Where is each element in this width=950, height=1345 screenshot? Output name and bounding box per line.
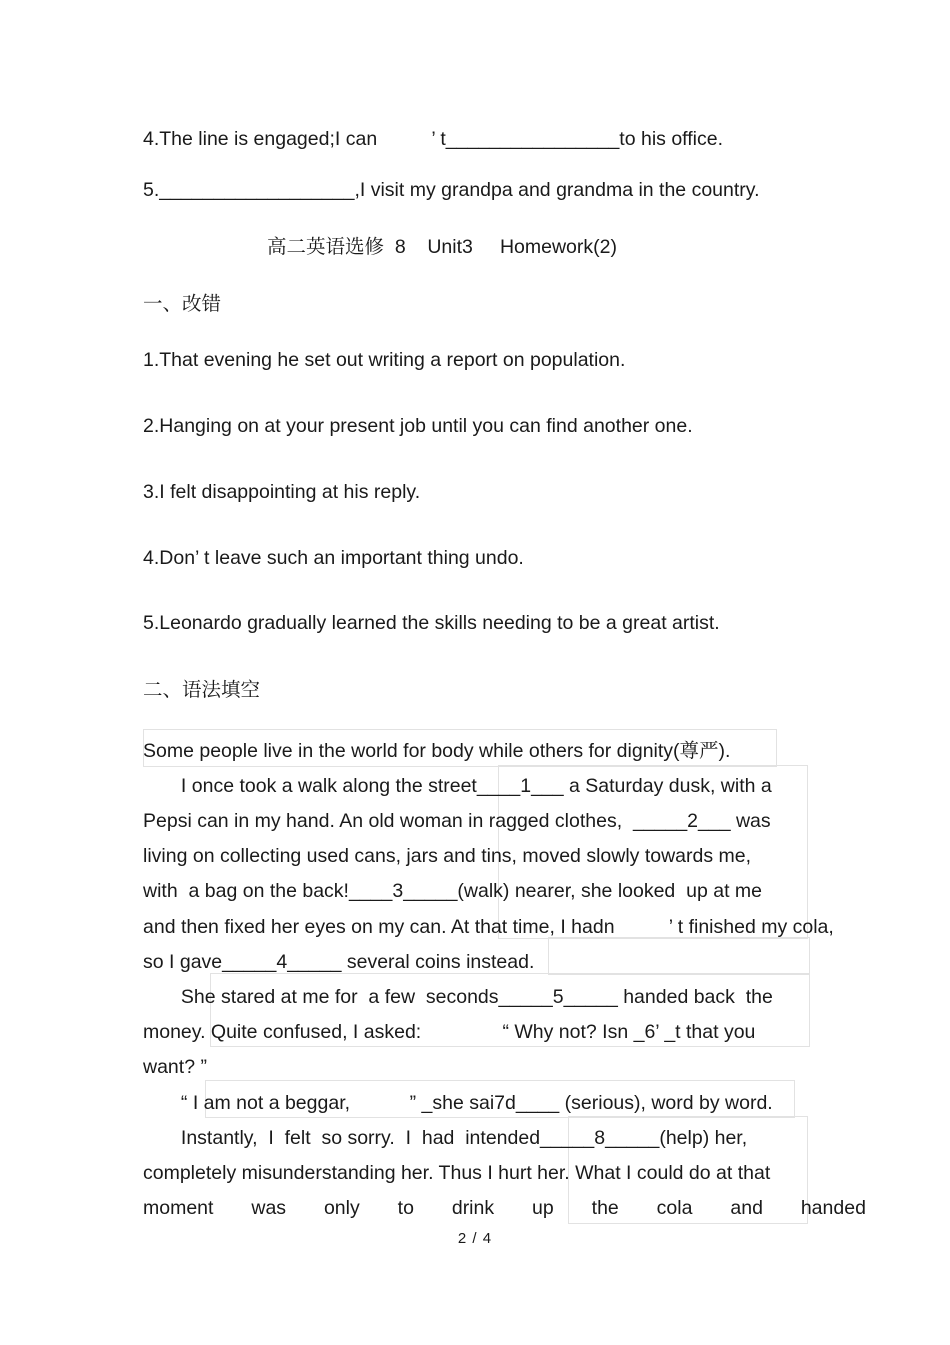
exercise-line-5: 5.__________________,I visit my grandpa and grandma in the country. xyxy=(143,179,760,201)
section-heading-correction: 一、改错 xyxy=(143,293,222,315)
passage-line: Pepsi can in my hand. An old woman in ragged clothes, _____2___ was xyxy=(143,810,771,832)
correction-item: 4.Don’ t leave such an important thing undo. xyxy=(143,547,524,569)
scan-box xyxy=(548,937,810,975)
passage-line: I once took a walk along the street____1___ a Saturday dusk, with a xyxy=(143,775,772,797)
page-title: 高二英语选修 8 Unit3 Homework(2) xyxy=(267,236,617,258)
passage-line: completely misunderstanding her. Thus I hurt her. What I could do at that xyxy=(143,1162,771,1184)
passage-line: and then fixed her eyes on my can. At that time, I hadn ’ t finished my cola, xyxy=(143,916,834,938)
passage-line: She stared at me for a few seconds_____5_____ handed back the xyxy=(143,986,773,1008)
passage-line: living on collecting used cans, jars and tins, moved slowly towards me, xyxy=(143,845,752,867)
correction-item: 1.That evening he set out writing a report on population. xyxy=(143,349,626,371)
passage-line: with a bag on the back!____3_____(walk) nearer, she looked up at me xyxy=(143,880,762,902)
exercise-line-4: 4.The line is engaged;I can ’ t________________to his office. xyxy=(143,128,724,150)
passage-line: moment was only to drink up the cola and handed xyxy=(143,1197,866,1219)
passage-line: so I gave_____4_____ several coins instead. xyxy=(143,951,535,973)
section-heading-grammar: 二、语法填空 xyxy=(143,679,261,701)
correction-item: 3.I felt disappointing at his reply. xyxy=(143,481,421,503)
passage-line: “ I am not a beggar, ” _she sai7d____ (serious), word by word. xyxy=(143,1092,773,1114)
correction-item: 5.Leonardo gradually learned the skills needing to be a great artist. xyxy=(143,612,720,634)
passage-line: money. Quite confused, I asked: “ Why not? Isn _6’ _t that you xyxy=(143,1021,756,1043)
passage-line: Instantly, I felt so sorry. I had intended_____8_____(help) her, xyxy=(143,1127,748,1149)
passage-line: Some people live in the world for body while others for dignity(尊严). xyxy=(143,740,731,762)
correction-item: 2.Hanging on at your present job until you can find another one. xyxy=(143,415,693,437)
passage-line: want? ” xyxy=(143,1056,207,1078)
page-number: 2 / 4 xyxy=(457,1230,493,1247)
